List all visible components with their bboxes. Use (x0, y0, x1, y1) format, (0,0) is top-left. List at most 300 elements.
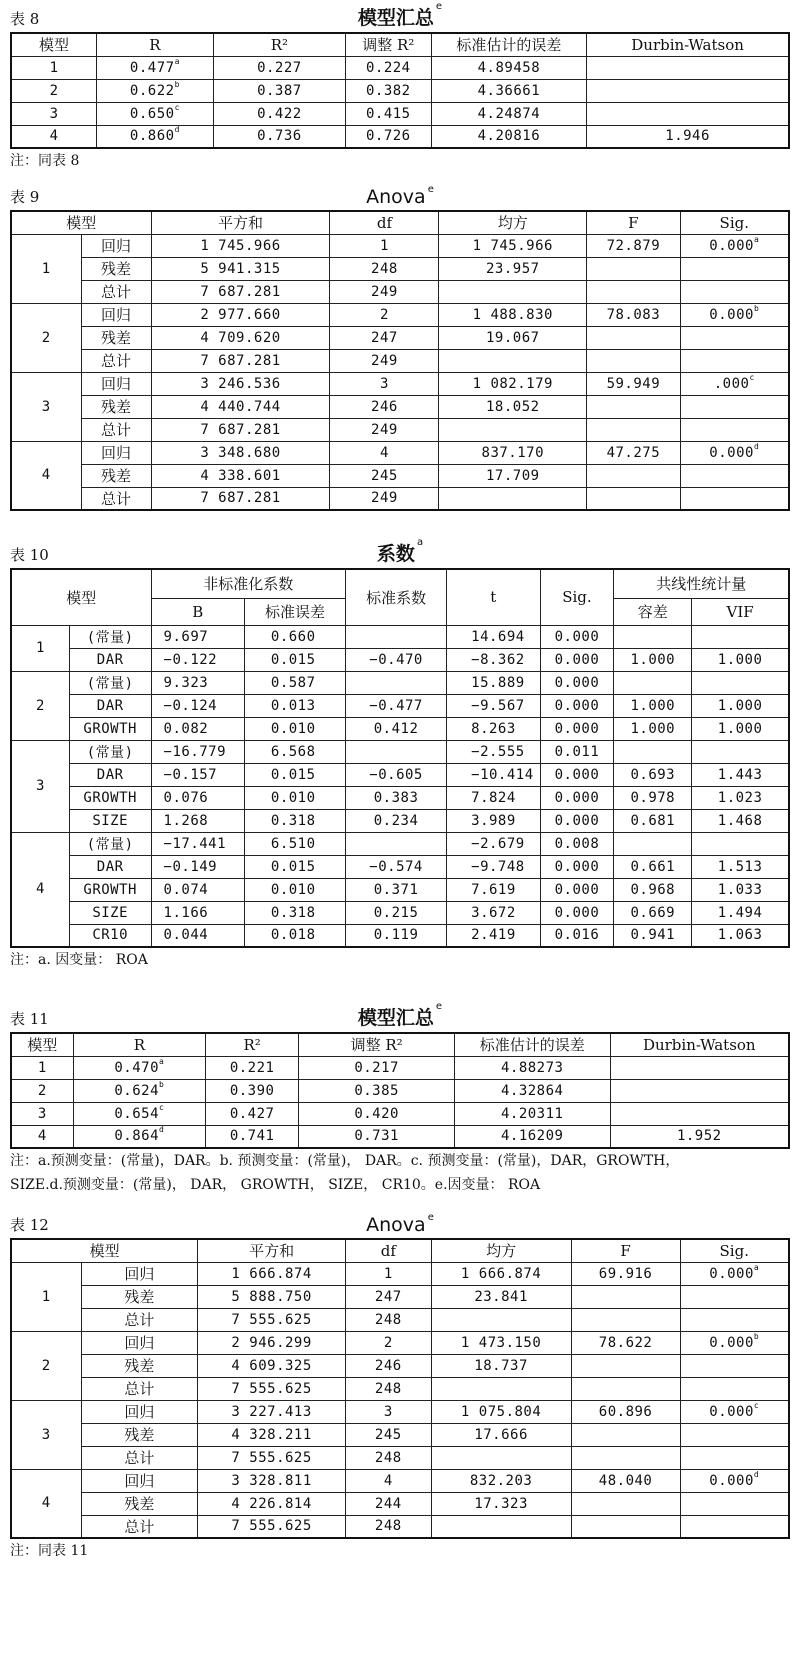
vif-cell (692, 832, 789, 855)
f-cell: 69.916 (571, 1262, 680, 1285)
header-col-3: 均方 (431, 1239, 571, 1262)
adjusted-r-square-cell: 0.726 (346, 125, 432, 148)
t-cell: 8.263 (447, 717, 540, 740)
header-col-2: R² (205, 1033, 298, 1056)
table-row (11, 56, 789, 79)
header-sig: Sig. (540, 569, 614, 625)
t-cell: 2.419 (447, 924, 540, 947)
r-cell-footnote: b (174, 79, 180, 89)
r-cell-value: 0.860 (129, 128, 175, 145)
sig-cell: 0.011 (540, 740, 614, 763)
tolerance-cell: 0.941 (614, 924, 692, 947)
df-cell: 246 (330, 395, 439, 418)
mean-square-cell: 1 082.179 (439, 372, 587, 395)
sig-cell-value: 0.000 (709, 1472, 754, 1489)
durbin-watson-cell (610, 1056, 789, 1079)
tolerance-cell: 1.000 (614, 717, 692, 740)
table-row (11, 1377, 789, 1400)
table-row (11, 855, 789, 878)
source-cell: 总计 (81, 349, 151, 372)
sig-cell-value: 0.000 (709, 306, 754, 323)
mean-square-cell (439, 349, 587, 372)
source-cell: 总计 (81, 1377, 198, 1400)
header-col-4: 标准估计的误差 (431, 33, 587, 56)
table-row (11, 1331, 789, 1354)
f-cell (571, 1515, 680, 1538)
sum-of-squares-cell: 3 328.811 (198, 1469, 346, 1492)
model-cell: 3 (11, 1102, 73, 1125)
variable-cell: (常量) (69, 671, 151, 694)
sig-cell-footnote: c (749, 372, 755, 382)
r-cell (97, 125, 214, 148)
tolerance-cell: 0.968 (614, 878, 692, 901)
source-cell: 回归 (81, 234, 151, 257)
f-cell: 78.622 (571, 1331, 680, 1354)
table-11-label: 表 11 (10, 1010, 49, 1028)
sig-cell (680, 1515, 789, 1538)
adjusted-r-square-cell: 0.382 (346, 79, 432, 102)
source-cell: 残差 (81, 464, 151, 487)
f-cell (587, 326, 680, 349)
sig-cell-footnote: b (753, 303, 760, 313)
beta-cell: 0.383 (346, 786, 447, 809)
t-cell: 3.672 (447, 901, 540, 924)
table-8-label: 表 8 (10, 10, 40, 28)
header-col-1: 平方和 (151, 211, 330, 234)
header-t: t (447, 569, 540, 625)
sig-cell (680, 1492, 789, 1515)
vif-cell: 1.000 (692, 694, 789, 717)
vif-cell (692, 625, 789, 648)
source-cell: 总计 (81, 487, 151, 510)
sig-cell (680, 303, 789, 326)
sig-cell (680, 1262, 789, 1285)
variable-cell: GROWTH (69, 786, 151, 809)
std-error-cell: 0.318 (244, 901, 345, 924)
std-error-cell: 4.20311 (454, 1102, 610, 1125)
sig-cell: 0.008 (540, 832, 614, 855)
beta-cell: 0.234 (346, 809, 447, 832)
std-error-cell: 4.20816 (431, 125, 587, 148)
table-row (11, 372, 789, 395)
vif-cell: 1.033 (692, 878, 789, 901)
sig-cell: 0.000 (540, 901, 614, 924)
header-tolerance: 容差 (614, 598, 692, 625)
mean-square-cell: 1 488.830 (439, 303, 587, 326)
table-10-label: 表 10 (10, 546, 49, 564)
mean-square-cell: 1 473.150 (431, 1331, 571, 1354)
sig-cell: 0.000 (540, 786, 614, 809)
table-row (11, 102, 789, 125)
header-model: 模型 (11, 569, 151, 625)
sig-cell-footnote: d (753, 1469, 760, 1479)
table-row (11, 1354, 789, 1377)
df-cell: 247 (346, 1285, 432, 1308)
table-8-title: 模型汇总$^e$ (357, 1, 443, 29)
sig-cell: 0.000 (540, 878, 614, 901)
adjusted-r-square-cell: 0.385 (299, 1079, 455, 1102)
t-cell: −9.567 (447, 694, 540, 717)
table-row (11, 1262, 789, 1285)
sig-cell (680, 349, 789, 372)
table-11-note (10, 1149, 790, 1197)
mean-square-cell: 19.067 (439, 326, 587, 349)
sum-of-squares-cell: 3 348.680 (151, 441, 330, 464)
durbin-watson-cell: 1.946 (587, 125, 789, 148)
variable-cell: DAR (69, 855, 151, 878)
variable-cell: (常量) (69, 740, 151, 763)
df-cell: 245 (346, 1423, 432, 1446)
model-cell: 2 (11, 79, 97, 102)
sig-cell (680, 326, 789, 349)
table-8-caption (10, 1, 790, 32)
source-cell: 回归 (81, 441, 151, 464)
t-cell: 15.889 (447, 671, 540, 694)
r-cell-value: 0.650 (129, 105, 175, 122)
t-cell: −10.414 (447, 763, 540, 786)
table-10-section (10, 537, 790, 972)
sum-of-squares-cell: 1 666.874 (198, 1262, 346, 1285)
durbin-watson-cell (587, 79, 789, 102)
tolerance-cell: 0.669 (614, 901, 692, 924)
r-square-cell: 0.741 (205, 1125, 298, 1148)
beta-cell: −0.470 (346, 648, 447, 671)
mean-square-cell (431, 1308, 571, 1331)
table-11-title: 模型汇总$^e$ (357, 1001, 443, 1029)
sig-cell (680, 257, 789, 280)
r-cell-footnote: d (159, 1125, 165, 1135)
beta-cell: −0.574 (346, 855, 447, 878)
table-row (11, 257, 789, 280)
vif-cell: 1.513 (692, 855, 789, 878)
sig-cell (680, 1469, 789, 1492)
r-square-cell: 0.227 (213, 56, 345, 79)
table-row (11, 418, 789, 441)
f-cell (571, 1446, 680, 1469)
vif-cell (692, 740, 789, 763)
b-cell: 0.082 (151, 717, 244, 740)
sig-cell (680, 1446, 789, 1469)
header-col-0: 模型 (11, 1239, 198, 1262)
t-cell: −8.362 (447, 648, 540, 671)
variable-cell: DAR (69, 694, 151, 717)
variable-cell: (常量) (69, 625, 151, 648)
variable-cell: DAR (69, 763, 151, 786)
r-square-cell: 0.422 (213, 102, 345, 125)
r-cell-value: 0.624 (114, 1082, 160, 1099)
table-row (11, 1492, 789, 1515)
sig-cell: 0.000 (540, 855, 614, 878)
mean-square-cell: 17.666 (431, 1423, 571, 1446)
df-cell: 4 (346, 1469, 432, 1492)
mean-square-cell: 832.203 (431, 1469, 571, 1492)
r-square-cell: 0.387 (213, 79, 345, 102)
tolerance-cell (614, 625, 692, 648)
sig-cell: 0.000 (540, 717, 614, 740)
sum-of-squares-cell: 2 946.299 (198, 1331, 346, 1354)
sig-cell-value: 0.000 (709, 237, 754, 254)
sum-of-squares-cell: 3 227.413 (198, 1400, 346, 1423)
model-cell: 4 (11, 1125, 73, 1148)
table-row (11, 1469, 789, 1492)
f-cell (571, 1423, 680, 1446)
r-cell-footnote: d (174, 125, 180, 135)
variable-cell: GROWTH (69, 717, 151, 740)
df-cell: 248 (330, 257, 439, 280)
sum-of-squares-cell: 1 745.966 (151, 234, 330, 257)
r-cell-footnote: c (174, 102, 180, 112)
adjusted-r-square-cell: 0.420 (299, 1102, 455, 1125)
table-row (11, 1285, 789, 1308)
table-8-section (10, 1, 790, 173)
r-cell-value: 0.864 (114, 1128, 160, 1145)
f-cell (587, 395, 680, 418)
f-cell (571, 1354, 680, 1377)
table-row (11, 648, 789, 671)
tolerance-cell: 0.661 (614, 855, 692, 878)
df-cell: 249 (330, 487, 439, 510)
t-cell: −2.679 (447, 832, 540, 855)
model-cell: 4 (11, 125, 97, 148)
table-row (11, 1056, 789, 1079)
mean-square-cell: 1 745.966 (439, 234, 587, 257)
table-10-title: 系数$^a$ (376, 537, 424, 565)
sig-cell (680, 1331, 789, 1354)
r-cell-value: 0.654 (114, 1105, 160, 1122)
mean-square-cell: 17.709 (439, 464, 587, 487)
source-cell: 回归 (81, 303, 151, 326)
r-square-cell: 0.427 (205, 1102, 298, 1125)
source-cell: 总计 (81, 280, 151, 303)
sum-of-squares-cell: 4 609.325 (198, 1354, 346, 1377)
mean-square-cell (431, 1377, 571, 1400)
source-cell: 回归 (81, 1331, 198, 1354)
table-row (11, 832, 789, 855)
variable-cell: CR10 (69, 924, 151, 947)
anova-table-12 (10, 1238, 790, 1539)
table-8-note: 注：同表 8 (10, 153, 80, 169)
sum-of-squares-cell: 7 555.625 (198, 1308, 346, 1331)
sig-cell (680, 441, 789, 464)
mean-square-cell: 17.323 (431, 1492, 571, 1515)
f-cell: 78.083 (587, 303, 680, 326)
source-cell: 残差 (81, 1423, 198, 1446)
model-cell: 3 (11, 740, 69, 832)
sum-of-squares-cell: 7 687.281 (151, 487, 330, 510)
std-error-cell: 0.015 (244, 855, 345, 878)
r-cell-footnote: a (174, 56, 180, 66)
table-row (11, 303, 789, 326)
f-cell (587, 418, 680, 441)
df-cell: 249 (330, 349, 439, 372)
table-row (11, 464, 789, 487)
beta-cell: 0.412 (346, 717, 447, 740)
tolerance-cell (614, 740, 692, 763)
adjusted-r-square-cell: 0.415 (346, 102, 432, 125)
sig-cell: 0.000 (540, 763, 614, 786)
table-10-note: 注：a. 因变量： ROA (10, 952, 148, 968)
sig-cell (680, 1423, 789, 1446)
sig-cell-footnote: d (753, 441, 760, 451)
table-11-caption (10, 1001, 790, 1032)
header-unstd-coef: 非标准化系数 (151, 569, 345, 598)
mean-square-cell (431, 1515, 571, 1538)
variable-cell: SIZE (69, 901, 151, 924)
beta-cell: −0.605 (346, 763, 447, 786)
df-cell: 2 (330, 303, 439, 326)
durbin-watson-cell (610, 1079, 789, 1102)
table-9-title: Anova $^e$ (366, 184, 434, 208)
header-col-5: Sig. (680, 1239, 789, 1262)
t-cell: 14.694 (447, 625, 540, 648)
b-cell: 0.044 (151, 924, 244, 947)
header-col-5: Durbin-Watson (610, 1033, 789, 1056)
table-12-label: 表 12 (10, 1216, 49, 1234)
beta-cell (346, 625, 447, 648)
table-11-note-line2: SIZE.d.预测变量：(常量)， DAR， GROWTH， SIZE， CR10。e.因变量： ROA (10, 1177, 541, 1193)
source-cell: 残差 (81, 1285, 198, 1308)
sum-of-squares-cell: 4 328.211 (198, 1423, 346, 1446)
std-error-cell: 0.010 (244, 786, 345, 809)
mean-square-cell (439, 487, 587, 510)
b-cell: 1.166 (151, 901, 244, 924)
r-cell-value: 0.622 (129, 82, 175, 99)
header-col-2: df (346, 1239, 432, 1262)
r-cell (73, 1056, 205, 1079)
tolerance-cell (614, 832, 692, 855)
std-error-cell: 0.010 (244, 717, 345, 740)
sum-of-squares-cell: 5 941.315 (151, 257, 330, 280)
variable-cell: GROWTH (69, 878, 151, 901)
source-cell: 总计 (81, 418, 151, 441)
b-cell: −16.779 (151, 740, 244, 763)
r-cell-footnote: b (159, 1079, 165, 1089)
model-cell: 2 (11, 671, 69, 740)
model-cell: 1 (11, 234, 81, 303)
std-error-cell: 4.88273 (454, 1056, 610, 1079)
table-12-note: 注：同表 11 (10, 1543, 89, 1559)
df-cell: 3 (346, 1400, 432, 1423)
f-cell (587, 257, 680, 280)
b-cell: 9.697 (151, 625, 244, 648)
r-square-cell: 0.221 (205, 1056, 298, 1079)
header-col-5: Sig. (680, 211, 789, 234)
source-cell: 残差 (81, 395, 151, 418)
adjusted-r-square-cell: 0.217 (299, 1056, 455, 1079)
mean-square-cell (431, 1446, 571, 1469)
std-error-cell: 4.24874 (431, 102, 587, 125)
f-cell: 72.879 (587, 234, 680, 257)
sig-cell (680, 487, 789, 510)
sum-of-squares-cell: 4 226.814 (198, 1492, 346, 1515)
sum-of-squares-cell: 7 687.281 (151, 418, 330, 441)
df-cell: 249 (330, 418, 439, 441)
sig-cell (680, 280, 789, 303)
table-row (11, 441, 789, 464)
model-cell: 3 (11, 102, 97, 125)
sig-cell: 0.016 (540, 924, 614, 947)
sum-of-squares-cell: 5 888.750 (198, 1285, 346, 1308)
table-row (11, 786, 789, 809)
header-col-1: R (73, 1033, 205, 1056)
header-col-3: 调整 R² (346, 33, 432, 56)
source-cell: 残差 (81, 1354, 198, 1377)
t-cell: 7.619 (447, 878, 540, 901)
b-cell: 9.323 (151, 671, 244, 694)
df-cell: 249 (330, 280, 439, 303)
durbin-watson-cell (610, 1102, 789, 1125)
df-cell: 2 (346, 1331, 432, 1354)
df-cell: 247 (330, 326, 439, 349)
std-error-cell: 0.318 (244, 809, 345, 832)
std-error-cell: 4.89458 (431, 56, 587, 79)
table-row (11, 280, 789, 303)
table-row (11, 1125, 789, 1148)
variable-cell: DAR (69, 648, 151, 671)
beta-cell (346, 832, 447, 855)
adjusted-r-square-cell: 0.224 (346, 56, 432, 79)
sig-cell: 0.000 (540, 809, 614, 832)
sig-cell (680, 234, 789, 257)
mean-square-cell: 18.052 (439, 395, 587, 418)
std-error-cell: 4.16209 (454, 1125, 610, 1148)
b-cell: −0.122 (151, 648, 244, 671)
sig-cell (680, 1308, 789, 1331)
table-12-section (10, 1210, 790, 1563)
header-col-1: R (97, 33, 214, 56)
sum-of-squares-cell: 4 709.620 (151, 326, 330, 349)
table-row (11, 1102, 789, 1125)
table-10-caption (10, 537, 790, 568)
t-cell: 7.824 (447, 786, 540, 809)
beta-cell: −0.477 (346, 694, 447, 717)
b-cell: −17.441 (151, 832, 244, 855)
table-row (11, 901, 789, 924)
table-12-title: Anova $^e$ (366, 1212, 434, 1236)
r-cell-value: 0.470 (114, 1059, 160, 1076)
b-cell: 0.076 (151, 786, 244, 809)
std-error-cell: 4.36661 (431, 79, 587, 102)
vif-cell: 1.000 (692, 717, 789, 740)
table-row (11, 694, 789, 717)
header-col-4: 标准估计的误差 (454, 1033, 610, 1056)
vif-cell: 1.063 (692, 924, 789, 947)
anova-table-9 (10, 210, 790, 511)
source-cell: 回归 (81, 1262, 198, 1285)
beta-cell: 0.371 (346, 878, 447, 901)
df-cell: 248 (346, 1308, 432, 1331)
durbin-watson-cell (587, 56, 789, 79)
df-cell: 245 (330, 464, 439, 487)
b-cell: 0.074 (151, 878, 244, 901)
sum-of-squares-cell: 4 440.744 (151, 395, 330, 418)
table-row (11, 234, 789, 257)
r-cell (97, 102, 214, 125)
df-cell: 244 (346, 1492, 432, 1515)
beta-cell (346, 671, 447, 694)
std-error-cell: 0.018 (244, 924, 345, 947)
beta-cell: 0.215 (346, 901, 447, 924)
sig-cell (680, 1377, 789, 1400)
sum-of-squares-cell: 3 246.536 (151, 372, 330, 395)
sig-cell (680, 1285, 789, 1308)
model-cell: 2 (11, 1079, 73, 1102)
sig-cell-footnote: a (753, 1262, 760, 1272)
source-cell: 总计 (81, 1446, 198, 1469)
source-cell: 回归 (81, 372, 151, 395)
table-row (11, 763, 789, 786)
std-error-cell: 0.015 (244, 763, 345, 786)
